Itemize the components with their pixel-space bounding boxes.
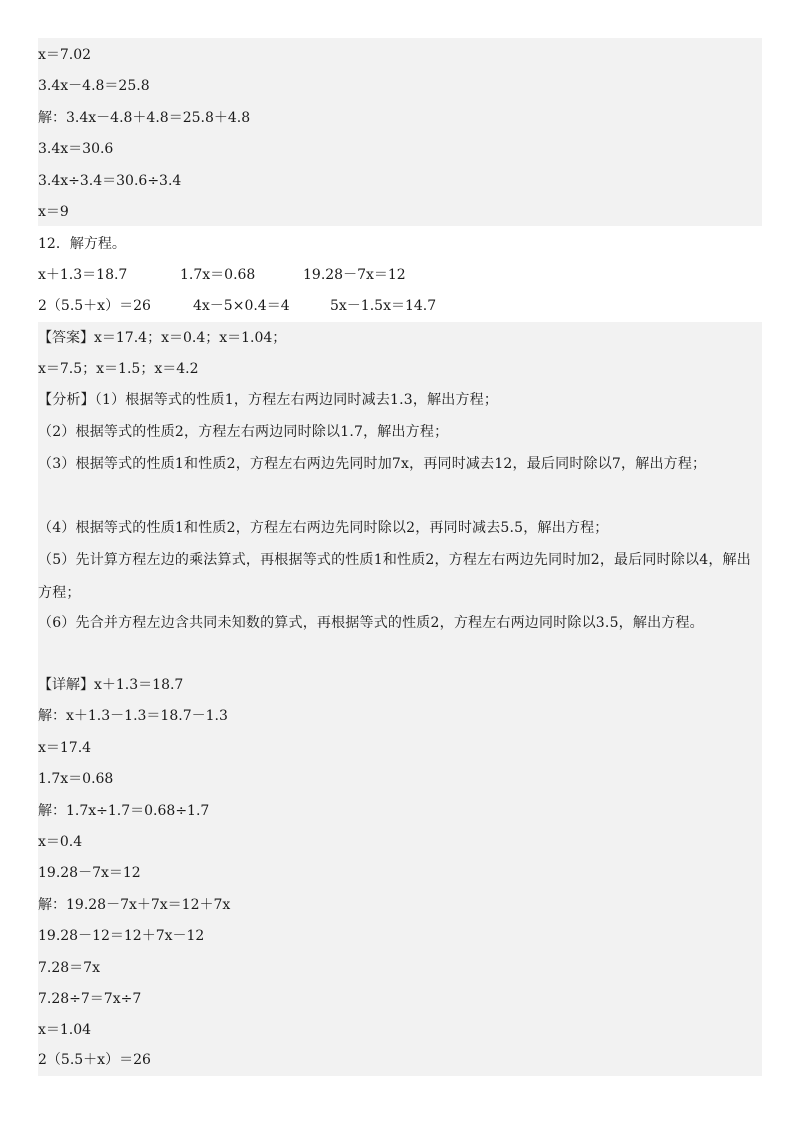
question-title: 12．解方程。	[38, 236, 126, 252]
analysis-paragraph: 【分析】（1）根据等式的性质1，方程左右两边同时减去1.3，解出方程；	[38, 392, 499, 408]
detail-line: x＝1.04	[38, 1022, 92, 1038]
detail-line: 解：19.28－7x＋7x＝12＋7x	[38, 897, 231, 913]
answer-block	[38, 322, 762, 1076]
solution-line: 3.4x÷3.4＝30.6÷3.4	[38, 173, 182, 189]
equation: 2（5.5＋x）＝26	[38, 298, 151, 314]
answer-line: x＝7.5；x＝1.5；x＝4.2	[38, 361, 199, 377]
detail-line: 7.28÷7＝7x÷7	[38, 991, 142, 1007]
solution-line: 解：3.4x－4.8＋4.8＝25.8＋4.8	[38, 110, 251, 126]
equation: 4x－5×0.4＝4	[193, 298, 290, 314]
equation: 5x－1.5x＝14.7	[330, 298, 437, 314]
analysis-paragraph: （2）根据等式的性质2，方程左右两边同时除以1.7，解出方程；	[38, 424, 449, 440]
detail-line: 2（5.5＋x）＝26	[38, 1052, 151, 1068]
detail-line: 【详解】x＋1.3＝18.7	[38, 677, 184, 693]
answer-line: 【答案】x＝17.4；x＝0.4；x＝1.04；	[38, 330, 287, 346]
analysis-paragraph: （5）先计算方程左边的乘法算式，再根据等式的性质1和性质2，方程左右两边先同时加2，最后同时除以4，解出方程；	[38, 552, 751, 601]
detail-line: 1.7x＝0.68	[38, 771, 114, 787]
equation: 19.28－7x＝12	[303, 267, 406, 283]
analysis-paragraph: （4）根据等式的性质1和性质2，方程左右两边先同时除以2，再同时减去5.5，解出方程；	[38, 520, 609, 536]
detail-line: x＝0.4	[38, 834, 83, 850]
detail-line: 解：x＋1.3－1.3＝18.7－1.3	[38, 708, 228, 724]
detail-line: 7.28＝7x	[38, 960, 100, 976]
equation: 1.7x＝0.68	[180, 267, 256, 283]
detail-line: 19.28－7x＝12	[38, 865, 141, 881]
solution-line: 3.4x＝30.6	[38, 141, 114, 157]
detail-line: 19.28－12＝12＋7x－12	[38, 928, 205, 944]
equation-row	[38, 296, 762, 316]
equation: x＋1.3＝18.7	[38, 267, 128, 283]
question-block	[38, 226, 762, 322]
equation-row	[38, 265, 762, 285]
detail-line: x＝17.4	[38, 740, 92, 756]
analysis-paragraph: （3）根据等式的性质1和性质2，方程左右两边先同时加7x，再同时减去12，最后同时除以7，解出方程；	[38, 456, 707, 472]
detail-line: 解：1.7x÷1.7＝0.68÷1.7	[38, 803, 210, 819]
top-solution-block	[38, 38, 762, 226]
solution-line: x＝9	[38, 204, 69, 220]
solution-line: x＝7.02	[38, 47, 92, 63]
analysis-paragraph: （6）先合并方程左边含共同未知数的算式，再根据等式的性质2，方程左右两边同时除以3.5，解出方程。	[38, 615, 704, 631]
solution-line: 3.4x－4.8＝25.8	[38, 78, 150, 94]
